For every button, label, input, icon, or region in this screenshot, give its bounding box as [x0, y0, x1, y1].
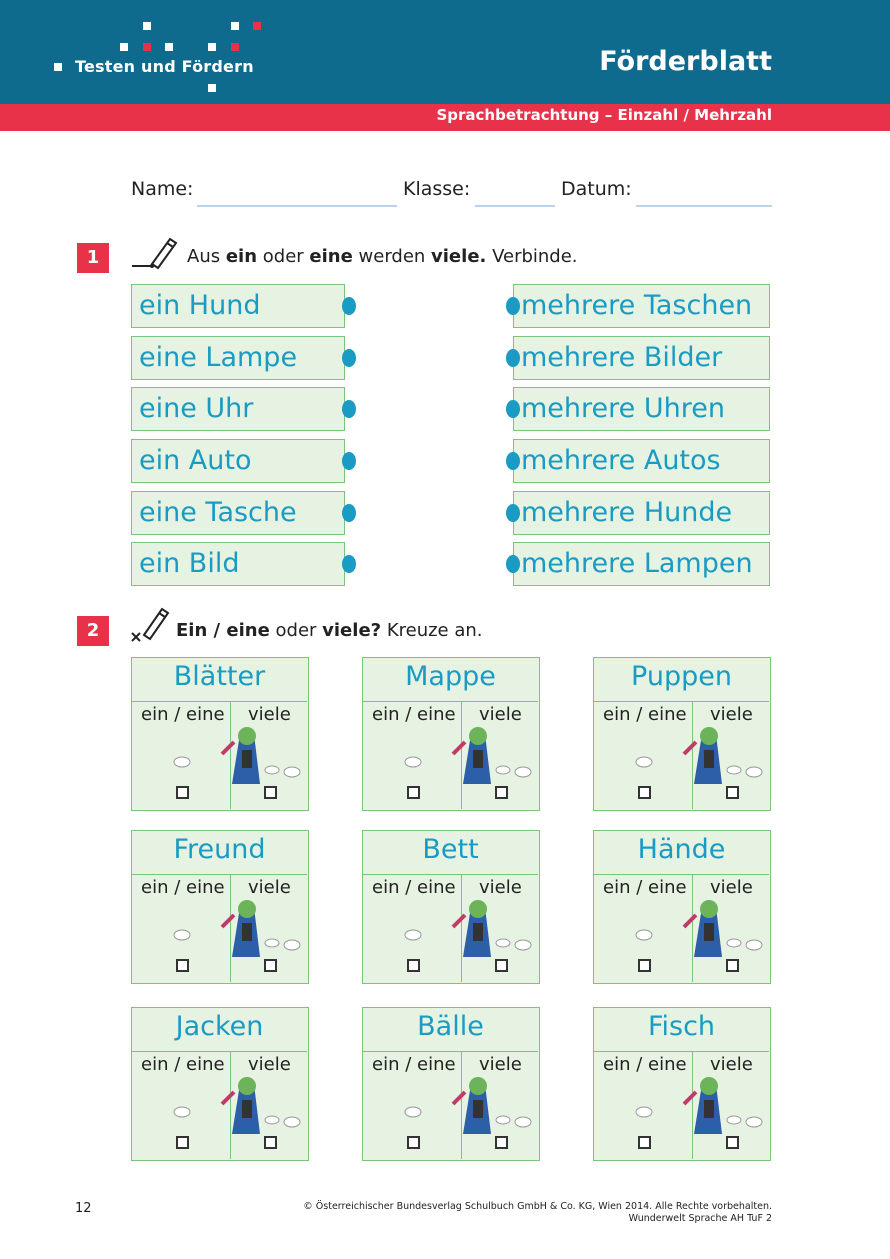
word-card-3 — [593, 657, 771, 811]
word-card-1 — [131, 657, 309, 811]
card-word: Bälle — [417, 1011, 484, 1042]
left-word-5: eine Tasche — [131, 491, 345, 535]
mascot-illustration-icon — [624, 1074, 784, 1134]
right-word-2: mehrere Bilder — [513, 336, 770, 380]
right-word-4: mehrere Autos — [513, 439, 770, 483]
singular-label: ein / eine — [603, 1054, 687, 1075]
right-word-6: mehrere Lampen — [513, 542, 770, 586]
word-card-2 — [362, 657, 540, 811]
plural-checkbox[interactable] — [495, 1136, 508, 1149]
page-number: 12 — [75, 1201, 92, 1216]
task2-instruction: Ein / eine oder viele? Kreuze an. — [176, 620, 483, 641]
plural-checkbox[interactable] — [726, 1136, 739, 1149]
copyright-notice — [303, 1201, 772, 1225]
mascot-illustration-icon — [624, 897, 784, 957]
plural-checkbox[interactable] — [264, 959, 277, 972]
right-connect-dot-6[interactable] — [506, 555, 520, 573]
singular-label: ein / eine — [372, 1054, 456, 1075]
klasse-label: Klasse: — [403, 178, 471, 200]
plural-checkbox[interactable] — [264, 786, 277, 799]
singular-checkbox[interactable] — [176, 959, 189, 972]
left-connect-dot-4[interactable] — [342, 452, 356, 470]
task1-instruction: Aus ein oder eine werden viele. Verbinde. — [187, 246, 578, 267]
mascot-illustration-icon — [624, 724, 784, 784]
plural-label: viele — [248, 704, 291, 725]
plural-checkbox[interactable] — [264, 1136, 277, 1149]
card-word: Freund — [173, 834, 266, 865]
singular-checkbox[interactable] — [638, 1136, 651, 1149]
right-word-3: mehrere Uhren — [513, 387, 770, 431]
right-word-1: mehrere Taschen — [513, 284, 770, 328]
plural-checkbox[interactable] — [495, 786, 508, 799]
singular-checkbox[interactable] — [638, 959, 651, 972]
right-word-5: mehrere Hunde — [513, 491, 770, 535]
mascot-illustration-icon — [162, 897, 322, 957]
word-card-5 — [362, 830, 540, 984]
plural-checkbox[interactable] — [726, 959, 739, 972]
name-label: Name: — [131, 178, 194, 200]
mascot-illustration-icon — [162, 724, 322, 784]
mascot-illustration-icon — [162, 1074, 322, 1134]
singular-label: ein / eine — [372, 877, 456, 898]
mascot-illustration-icon — [393, 724, 553, 784]
singular-label: ein / eine — [141, 1054, 225, 1075]
singular-label: ein / eine — [603, 877, 687, 898]
plural-label: viele — [479, 1054, 522, 1075]
plural-label: viele — [479, 877, 522, 898]
word-card-4 — [131, 830, 309, 984]
singular-checkbox[interactable] — [176, 1136, 189, 1149]
word-card-9 — [593, 1007, 771, 1161]
singular-label: ein / eine — [603, 704, 687, 725]
left-connect-dot-3[interactable] — [342, 400, 356, 418]
singular-checkbox[interactable] — [407, 1136, 420, 1149]
page-subtitle: Sprachbetrachtung – Einzahl / Mehrzahl — [436, 106, 772, 124]
right-connect-dot-5[interactable] — [506, 504, 520, 522]
header-bar — [0, 0, 890, 104]
word-card-7 — [131, 1007, 309, 1161]
mascot-illustration-icon — [393, 897, 553, 957]
book-line: Wunderwelt Sprache AH TuF 2 — [628, 1213, 772, 1224]
plural-label: viele — [710, 1054, 753, 1075]
plural-checkbox[interactable] — [726, 786, 739, 799]
task1-number: 1 — [77, 243, 109, 273]
left-word-6: ein Bild — [131, 542, 345, 586]
word-card-6 — [593, 830, 771, 984]
right-connect-dot-3[interactable] — [506, 400, 520, 418]
left-connect-dot-5[interactable] — [342, 504, 356, 522]
left-connect-dot-6[interactable] — [342, 555, 356, 573]
singular-checkbox[interactable] — [176, 786, 189, 799]
singular-checkbox[interactable] — [638, 786, 651, 799]
right-connect-dot-4[interactable] — [506, 452, 520, 470]
left-word-1: ein Hund — [131, 284, 345, 328]
plural-label: viele — [710, 877, 753, 898]
plural-label: viele — [479, 704, 522, 725]
singular-label: ein / eine — [372, 704, 456, 725]
page-title: Förderblatt — [599, 46, 772, 77]
right-connect-dot-1[interactable] — [506, 297, 520, 315]
singular-checkbox[interactable] — [407, 786, 420, 799]
singular-checkbox[interactable] — [407, 959, 420, 972]
card-word: Fisch — [647, 1011, 716, 1042]
card-word: Blätter — [173, 661, 266, 692]
word-card-8 — [362, 1007, 540, 1161]
brand-square-icon — [54, 63, 62, 71]
datum-label: Datum: — [561, 178, 632, 200]
card-word: Jacken — [175, 1011, 264, 1042]
task2-number: 2 — [77, 616, 109, 646]
left-word-4: ein Auto — [131, 439, 345, 483]
plural-checkbox[interactable] — [495, 959, 508, 972]
singular-label: ein / eine — [141, 877, 225, 898]
plural-label: viele — [710, 704, 753, 725]
plural-label: viele — [248, 877, 291, 898]
card-word: Puppen — [631, 661, 732, 692]
klasse-field[interactable] — [475, 205, 555, 207]
card-word: Mappe — [405, 661, 496, 692]
mascot-illustration-icon — [393, 1074, 553, 1134]
brand-logo-icon — [0, 0, 300, 104]
left-connect-dot-1[interactable] — [342, 297, 356, 315]
plural-label: viele — [248, 1054, 291, 1075]
card-word: Bett — [422, 834, 479, 865]
left-word-2: eine Lampe — [131, 336, 345, 380]
pencil-cross-icon — [128, 603, 180, 645]
singular-label: ein / eine — [141, 704, 225, 725]
datum-field[interactable] — [636, 205, 772, 207]
card-word: Hände — [637, 834, 726, 865]
left-word-3: eine Uhr — [131, 387, 345, 431]
pencil-connect-icon — [128, 233, 180, 273]
name-field[interactable] — [197, 205, 397, 207]
brand-name: Testen und Fördern — [75, 57, 254, 76]
left-connect-dot-2[interactable] — [342, 349, 356, 367]
right-connect-dot-2[interactable] — [506, 349, 520, 367]
copyright-line: © Österreichischer Bundesverlag Schulbuch GmbH & Co. KG, Wien 2014. Alle Rechte vorbehalten. — [303, 1201, 772, 1212]
